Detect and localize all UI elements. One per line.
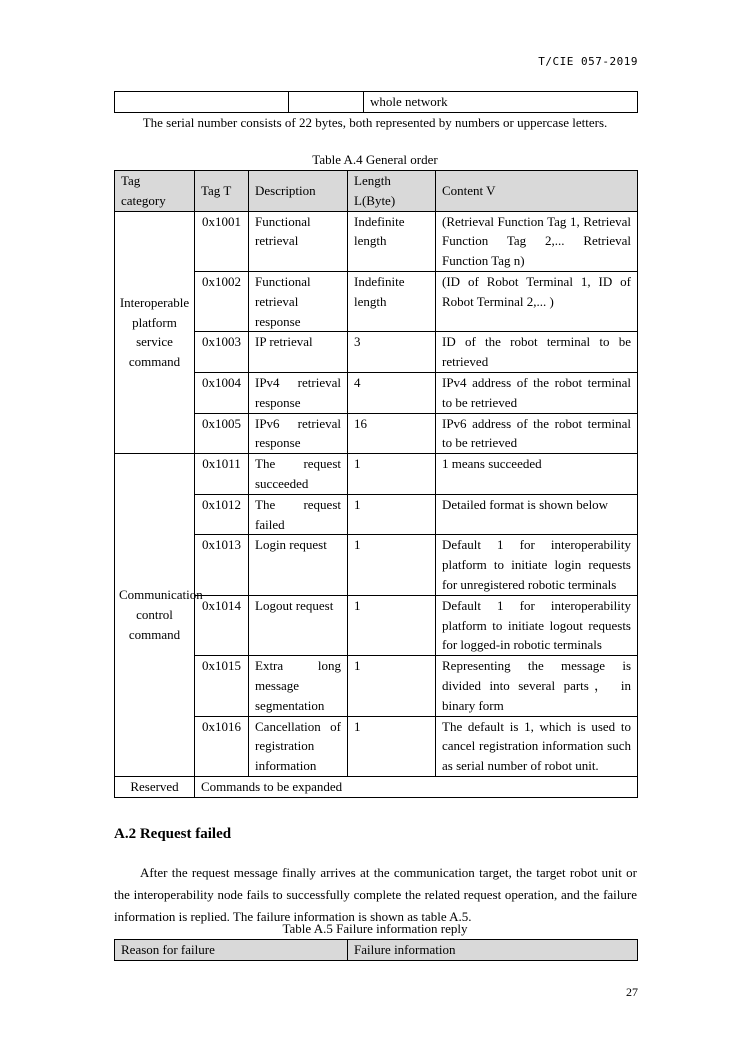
content-cell: (ID of Robot Terminal 1, ID of Robot Terminal 2,... ): [436, 271, 638, 331]
table-cell: [115, 92, 289, 113]
header-content: Content V: [436, 171, 638, 212]
description-cell: The request failed: [249, 494, 348, 535]
length-cell: 1: [348, 494, 436, 535]
description-cell: Functional retrieval response: [249, 271, 348, 331]
section-title: A.2 Request failed: [114, 826, 232, 842]
tag-cell: 0x1005: [195, 413, 249, 454]
length-cell: 4: [348, 372, 436, 413]
tag-cell: 0x1011: [195, 454, 249, 495]
content-cell: IPv6 address of the robot terminal to be retrieved: [436, 413, 638, 454]
description-cell: IP retrieval: [249, 332, 348, 373]
tag-cell: 0x1015: [195, 656, 249, 716]
description-cell: The request succeeded: [249, 454, 348, 495]
length-cell: 16: [348, 413, 436, 454]
header-length: Length L(Byte): [348, 171, 436, 212]
length-cell: 1: [348, 595, 436, 655]
continued-table: [114, 91, 638, 113]
description-cell: Extra long message segmentation: [249, 656, 348, 716]
table-row: [115, 92, 638, 113]
length-cell: 3: [348, 332, 436, 373]
length-cell: 1: [348, 454, 436, 495]
content-cell: ID of the robot terminal to be retrieved: [436, 332, 638, 373]
serial-number-note: The serial number consists of 22 bytes, both represented by numbers or uppercase letters.: [142, 115, 608, 130]
length-cell: 1: [348, 535, 436, 595]
content-cell: Default 1 for interoperability platform to initiate logout requests for logged-in robotic terminals: [436, 595, 638, 655]
tag-cell: 0x1002: [195, 271, 249, 331]
description-cell: Cancellation of registration information: [249, 716, 348, 776]
reserved-text-cell: Commands to be expanded: [195, 776, 638, 797]
table-cell: [289, 92, 364, 113]
tag-cell: 0x1012: [195, 494, 249, 535]
content-cell: Representing the message is divided into several parts， in binary form: [436, 656, 638, 716]
general-order-table: [114, 170, 638, 798]
category-reserved: Reserved: [115, 776, 195, 797]
content-cell: The default is 1, which is used to cancel registration information such as serial number of robot unit.: [436, 716, 638, 776]
tag-cell: 0x1013: [195, 535, 249, 595]
tag-cell: 0x1001: [195, 211, 249, 271]
category-communication: Communication control command: [115, 454, 195, 777]
header-description: Description: [249, 171, 348, 212]
description-cell: IPv4 retrieval response: [249, 372, 348, 413]
description-cell: Functional retrieval: [249, 211, 348, 271]
document-code-header: T/CIE 057-2019: [538, 55, 638, 68]
length-cell: 1: [348, 716, 436, 776]
header-reason: Reason for failure: [115, 940, 348, 961]
content-cell: Detailed format is shown below: [436, 494, 638, 535]
length-cell: Indefinite length: [348, 211, 436, 271]
tag-cell: 0x1014: [195, 595, 249, 655]
table-row: [115, 776, 638, 797]
table-cell: whole network: [364, 92, 638, 113]
tag-cell: 0x1003: [195, 332, 249, 373]
page-number: 27: [626, 985, 638, 999]
tag-cell: 0x1016: [195, 716, 249, 776]
content-cell: 1 means succeeded: [436, 454, 638, 495]
table-a5-caption: Table A.5 Failure information reply: [282, 921, 468, 936]
header-tag-category: Tag category: [115, 171, 195, 212]
section-paragraph: After the request message finally arrives at the communication target, the target robot unit or the interoperability node fails to successfully complete the related request operation, and the failure information is replied. The failure information is shown as table A.5.: [114, 865, 637, 924]
description-cell: Login request: [249, 535, 348, 595]
description-cell: IPv6 retrieval response: [249, 413, 348, 454]
description-cell: Logout request: [249, 595, 348, 655]
header-tag-t: Tag T: [195, 171, 249, 212]
table-row: [115, 211, 638, 271]
content-cell: (Retrieval Function Tag 1, Retrieval Function Tag 2,... Retrieval Function Tag n): [436, 211, 638, 271]
table-row: [115, 454, 638, 495]
content-cell: Default 1 for interoperability platform to initiate login requests for unregistered robotic terminals: [436, 535, 638, 595]
table-a4-caption: Table A.4 General order: [312, 152, 438, 167]
content-cell: IPv4 address of the robot terminal to be retrieved: [436, 372, 638, 413]
length-cell: Indefinite length: [348, 271, 436, 331]
failure-info-table: [114, 939, 638, 961]
table-header-row: [115, 940, 638, 961]
category-interoperable: Interoperable platform service command: [115, 211, 195, 454]
tag-cell: 0x1004: [195, 372, 249, 413]
length-cell: 1: [348, 656, 436, 716]
table-header-row: [115, 171, 638, 212]
header-failure-info: Failure information: [348, 940, 638, 961]
